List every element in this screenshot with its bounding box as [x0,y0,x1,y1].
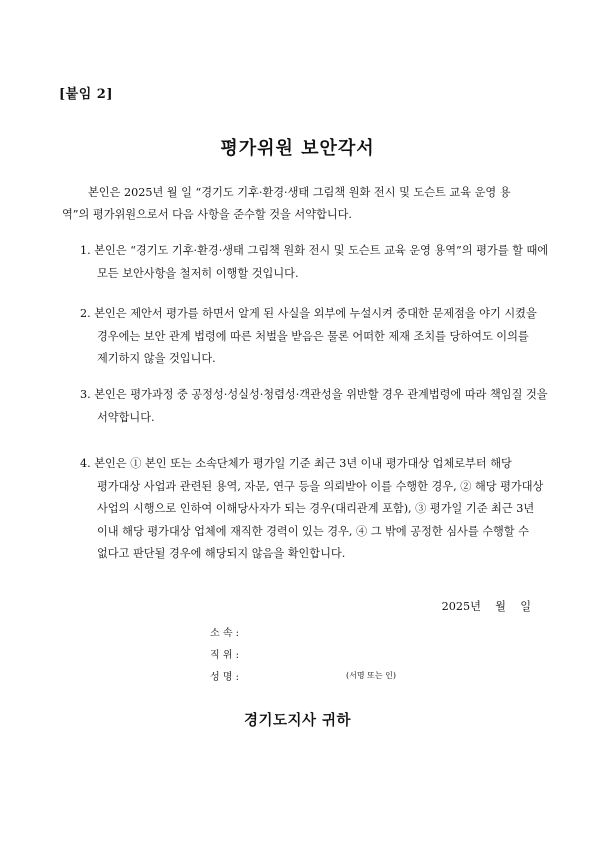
pledge-item-1: 1. 본인은 “경기도 기후·환경·생태 그림책 원화 전시 및 도슨트 교육 운영 용역”의 평가를 할 때에 모든 보안사항을 철저히 이행할 것입니다. [80,244,549,280]
name-label: 성 명 : [210,672,240,683]
signature-note: (서명 또는 인) [346,671,396,680]
position-label: 직 위 : [210,650,240,661]
pledge-item-2: 2. 본인은 제안서 평가를 하면서 알게 된 사실을 외부에 누설시켜 중대한 문제점을 야기 시켰을 경우에는 보안 관계 법령에 따른 처벌을 받음은 물론 어떠한 제재 조치를 당하여도 이의를 제기하지 않을 것입니다. [80,307,537,365]
pledge-item-4: 4. 본인은 ① 본인 또는 소속단체가 평가일 기준 최근 3년 이내 평가대상 업체로부터 해당 평가대상 사업과 관련된 용역, 자문, 연구 등을 의뢰받아 이를 수행한 경우, ② 해당 평가대상 사업의 시행으로 인하여 이해당사자가 되는 경우(대리관계 포함), ③ 평가일 기준 최근 3년 이내 해당 평가대상 업체에 재직한 경력이 있는 경우, ④ 그 밖에 공정한 심사를 수행할 수 없다고 판단될 경우에 해당되지 않음을 확인합니다. [80,457,544,560]
date-line: 2025년 월 일 [441,600,531,613]
page-title: 평가위원 보안각서 [220,138,375,159]
intro-paragraph: 본인은 2025년 월 일 “경기도 기후·환경·생태 그림책 원화 전시 및 도슨트 교육 운영 용역”의 평가위원으로서 다음 사항을 준수할 것을 서약합니다. [62,186,511,221]
attachment-label: [붙임 2] [59,87,113,102]
closing-addressee: 경기도지사 귀하 [243,712,352,729]
affiliation-label: 소 속 : [210,628,240,639]
pledge-item-3: 3. 본인은 평가과정 중 공정성·성실성·청렴성·객관성을 위반할 경우 관계법령에 따라 책임질 것을 서약합니다. [80,388,548,424]
